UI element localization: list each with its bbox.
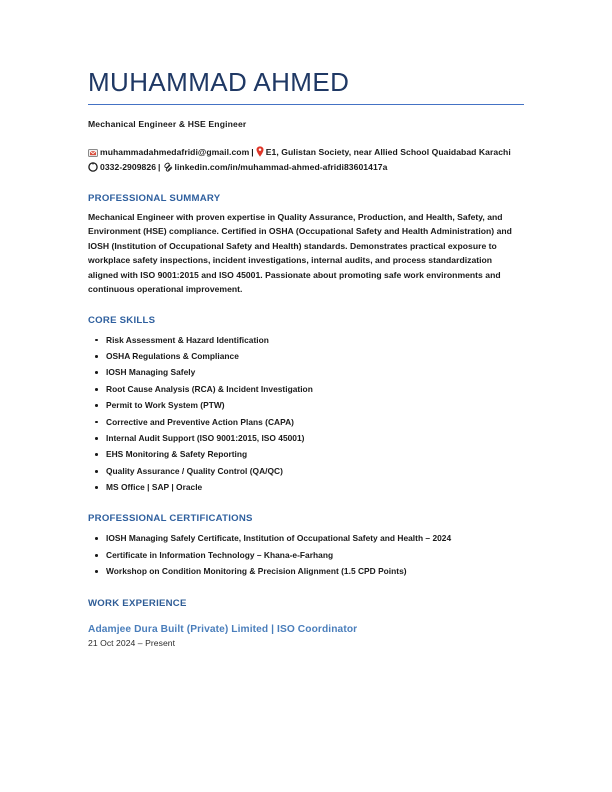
contact-linkedin[interactable]: linkedin.com/in/muhammad-ahmed-afridi83601417a <box>174 161 388 172</box>
candidate-name: MUHAMMAD AHMED <box>88 67 350 97</box>
header-divider <box>88 104 524 105</box>
contact-separator-1: | <box>251 146 254 157</box>
contact-email[interactable]: muhammadahmedafridi@gmail.com <box>100 146 250 157</box>
section-professional-summary <box>88 193 524 297</box>
list-item: IOSH Managing Safely Certificate, Institution of Occupational Safety and Health – 2024 <box>88 530 524 546</box>
certifications-list <box>88 530 524 579</box>
job-title: Adamjee Dura Built (Private) Limited | ISO Coordinator <box>88 623 358 635</box>
contact-separator-2: | <box>158 161 161 172</box>
section-heading-work-experience: WORK EXPERIENCE <box>88 597 187 609</box>
contact-block <box>88 145 524 175</box>
paperclip-icon <box>163 162 173 172</box>
resume-header <box>88 0 524 175</box>
phone-icon <box>88 162 98 172</box>
list-item: Risk Assessment & Hazard Identification <box>88 332 524 348</box>
list-item: Certificate in Information Technology – Khana-e-Farhang <box>88 547 524 563</box>
section-work-experience <box>88 598 524 648</box>
list-item: OSHA Regulations & Compliance <box>88 348 524 364</box>
section-heading-summary: PROFESSIONAL SUMMARY <box>88 192 221 204</box>
list-item: Permit to Work System (PTW) <box>88 397 524 413</box>
email-icon <box>88 149 98 157</box>
list-item: Quality Assurance / Quality Control (QA/QC) <box>88 463 524 479</box>
list-item: EHS Monitoring & Safety Reporting <box>88 446 524 462</box>
core-skills-list <box>88 332 524 496</box>
section-heading-certifications: PROFESSIONAL CERTIFICATIONS <box>88 513 253 525</box>
list-item: Root Cause Analysis (RCA) & Incident Investigation <box>88 381 524 397</box>
location-pin-icon <box>256 146 264 157</box>
section-professional-certifications <box>88 513 524 579</box>
contact-location: E1, Gulistan Society, near Allied School Quaidabad Karachi <box>265 146 511 157</box>
list-item: Corrective and Preventive Action Plans (CAPA) <box>88 414 524 430</box>
list-item: IOSH Managing Safely <box>88 364 524 380</box>
section-heading-core-skills: CORE SKILLS <box>88 314 156 326</box>
list-item: Internal Audit Support (ISO 9001:2015, ISO 45001) <box>88 430 524 446</box>
contact-phone[interactable]: 0332-2909826 <box>100 161 157 172</box>
list-item: Workshop on Condition Monitoring & Precision Alignment (1.5 CPD Points) <box>88 563 524 579</box>
candidate-subtitle: Mechanical Engineer & HSE Engineer <box>88 118 247 129</box>
summary-text: Mechanical Engineer with proven expertise in Quality Assurance, Production, and Health, Safety, and Environment (HSE) compliance. Certified in OSHA (Occupational Safety and Health Administration) and IOSH (Institution of Occupational Safety and Health) standards. Demonstrates practical exposure to workplace safety inspections, incident investigations, internal audits, and process standardization aligned with ISO 9001:2015 and ISO 45001. Passionate about promoting safe work environments and continuous operational improvement. <box>88 211 512 295</box>
job-dates: 21 Oct 2024 – Present <box>88 637 176 648</box>
list-item: MS Office | SAP | Oracle <box>88 479 524 495</box>
section-core-skills <box>88 315 524 496</box>
work-experience-entry <box>88 623 524 648</box>
